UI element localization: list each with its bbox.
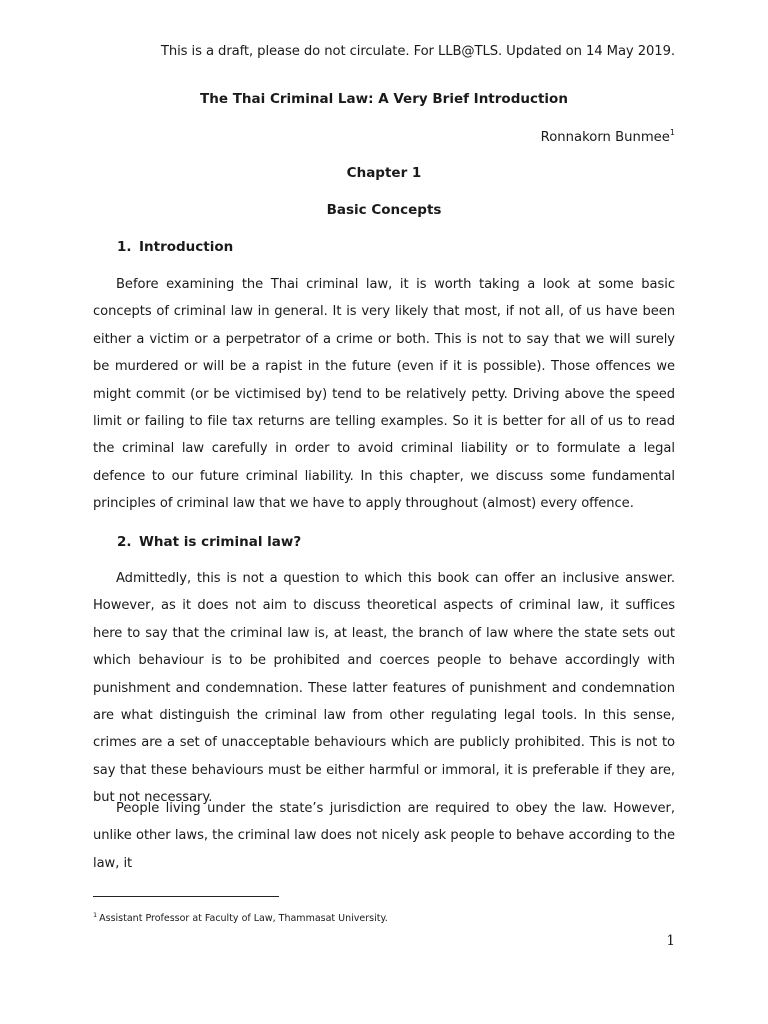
chapter-title: Chapter 1: [346, 165, 422, 181]
section-number: 2.: [117, 534, 132, 550]
section-title: What is criminal law?: [139, 534, 302, 550]
footnote-text: Assistant Professor at Faculty of Law, Thammasat University.: [99, 913, 388, 924]
document-title: The Thai Criminal Law: A Very Brief Introduction: [200, 91, 568, 107]
section-title: Introduction: [139, 239, 234, 255]
draft-notice: This is a draft, please do not circulate. For LLB@TLS. Updated on 14 May 2019.: [160, 44, 675, 59]
paragraph: Before examining the Thai criminal law, it is worth taking a look at some basic concepts of criminal law in general. It is very likely that most, if not all, of us have been either a victim or a perpetrator of a crime or both. This is not to say that we will surely be murdered or will be a rapist in the future (even if it is possible). Those offences we might commit (or be victimised by) tend to be relatively petty. Driving above the speed limit or failing to file tax returns are telling examples. So it is better for all of us to read the criminal law carefully in order to avoid criminal liability or to formulate a legal defence to our future criminal liability. In this chapter, we discuss some fundamental principles of criminal law that we have to apply throughout (almost) every offence.: [93, 277, 675, 512]
chapter-subtitle: Basic Concepts: [326, 202, 442, 218]
paragraph: Admittedly, this is not a question to which this book can offer an inclusive answer. However, as it does not aim to discuss theoretical aspects of criminal law, it suffices here to say that the criminal law is, at least, the branch of law where the state sets out which behaviour is to be prohibited and coerces people to behave accordingly with punishment and condemnation. These latter features of punishment and condemnation are what distinguish the criminal law from other regulating legal tools. In this sense, crimes are a set of unacceptable behaviours which are publicly prohibited. This is not to say that these behaviours must be either harmful or immoral, it is preferable if they are, but not necessary.: [93, 571, 675, 806]
paragraph: People living under the state’s jurisdiction are required to obey the law. However, unlike other laws, the criminal law does not nicely ask people to behave according to the law, it: [93, 801, 675, 871]
footnote: [93, 911, 388, 924]
page-number: 1: [666, 933, 675, 949]
footnote-marker: 1: [93, 911, 98, 919]
author-name: Ronnakorn Bunmee: [540, 130, 670, 145]
section-number: 1.: [117, 239, 132, 255]
section-heading-introduction: [117, 239, 233, 255]
footnote-divider: [93, 896, 279, 897]
author-line: [541, 128, 675, 145]
section-heading-what-is-criminal-law: [117, 534, 301, 550]
author-footnote-marker: 1: [669, 128, 675, 137]
